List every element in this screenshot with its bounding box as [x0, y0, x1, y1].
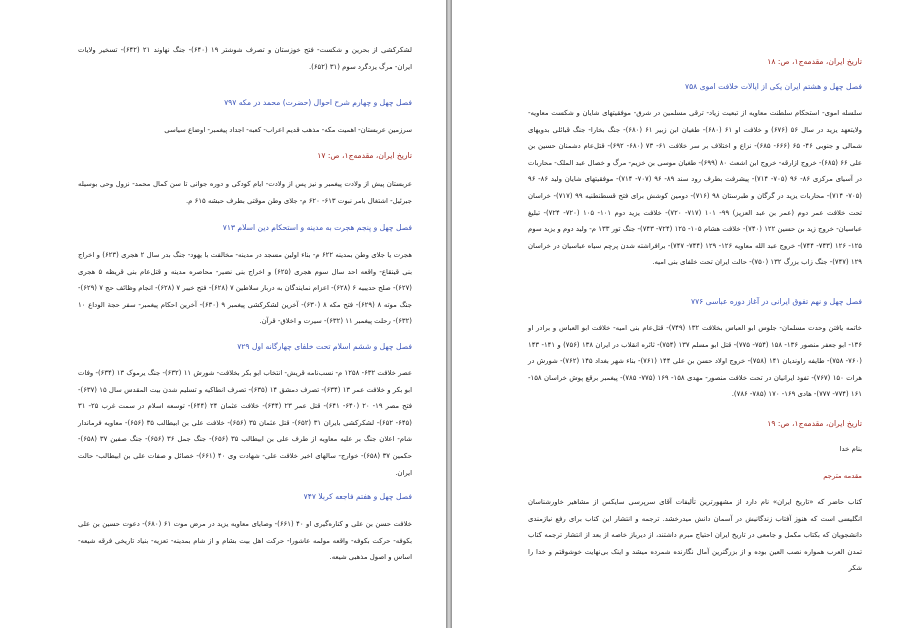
toc-entry-text: سرزمین عربستان- اهمیت مکه- مذهب قدیم اعراب- کعبه- اجداد پیغمبر- اوضاع سیاسی — [164, 126, 412, 134]
preface-text: کتاب حاضر که «تاریخ ایران» نام دارد از مشهورترین تألیفات آقای سرپرسی سایکس از مشاهیر خاورشناسان انگلیسی است که هنوز آفتاب زندگانیش در آسمان دانش میدرخشد. ترجمه و انتشار این کتاب برای رفع نیازمندی دانشجویان که بکتاب مکمل و جامعی در تاریخ ایران احتیاج مبرم داشتند، از دیرباز خاصه از بعد از انتشار ترجمه کتاب تمدن العرب همواره نصب العین بوده و از بزرگترین آمال نگارنده شمرده میشد و اینک بی‌نهایت خوشوقتم و خدا را شکر — [528, 498, 862, 573]
left-page — [0, 0, 446, 628]
page-reference: تاریخ ایران، مقدمه‌ج۱، ص: ۱۸ — [767, 57, 862, 66]
section-heading: مقدمه مترجم — [823, 472, 862, 480]
toc-entry-text: هجرت یا جلای وطن بمدینه ۶۲۲ م- بناء اولین مسجد در مدینه- مخالفت با یهود- جنگ بدر سال ۲ هجری (۶۲۳) و اخراج بنی قینقاع- واقعه احد سال سوم هجری (۶۲۵) و اخراج بنی نضیر- محاصره مدینه و قتل‌عام بنی قریظه ۵ هجری (۶۲۷)- صلح حدیبیه ۶ (۶۲۸)- اعزام نمایندگان به دربار سلاطین ۷ (۶۲۸)- فتح خیبر ۷ (۶۲۸)- انجام وظائف حج ۷ (۶۲۹)- جنگ موته ۸ (۶۲۹)- فتح مکه ۸ (۶۳۰)- آخرین لشکرکشی پیغمبر ۹ (۶۳۰)- آخرین احکام پیغمبر- سفر حجة الوداع ۱۰ (۶۳۲)- رحلت پیغمبر ۱۱ (۶۳۲)- سیرت و اخلاق- قرآن. — [78, 251, 412, 326]
bismillah-text: بنام خدا — [839, 445, 862, 453]
chapter-heading[interactable]: فصل چهل و هشتم ایران یکی از ایالات خلافت اموی ۷۵۸ — [685, 82, 862, 91]
toc-entry-text: خاتمه یافتن وحدت مسلمان- جلوس ابو العباس بخلافت ۱۳۲ (۷۴۹)- قتل‌عام بنی امیه- خلافت ابو العباس و برادر او ۱۳۶- ابو جعفر منصور ۱۳۶- ۱۵۸ (۷۵۴- ۷۷۵)- قتل ابو مسلم ۱۳۷ (۷۵۴)- ثائره انقلاب در ایران ۱۳۸ (۷۵۶) و ۱۴۱- ۱۴۳ (۷۶۰- ۷۵۸)- طایفه راوندیان ۱۴۱ (۷۵۸)- خروج اولاد حسن بن علی ۱۴۴ (۷۶۱)- بناء شهر بغداد ۱۴۵ (۷۶۲)- شورش در هرات ۱۵۰ (۷۶۷)- تفوذ ایرانیان در تحت خلافت منصور- مهدی ۱۵۸- ۱۶۹ (۷۷۵- ۷۸۵)- پیغمبر برقع پوش خراسان ۱۵۸- ۱۶۱ (۷۷۴- ۷۷۷)- هادی ۱۶۹- ۱۷۰ (۷۸۵- ۷۸۶). — [528, 324, 863, 399]
page-reference: تاریخ ایران، مقدمه‌ج۱، ص: ۱۷ — [317, 151, 412, 160]
chapter-heading[interactable]: فصل چهل و نهم تفوق ایرانی در آغاز دوره عباسی ۷۷۶ — [690, 297, 862, 306]
toc-entry-text: لشکرکشی از بحرین و شکست- فتح خوزستان و تصرف شوشتر ۱۹ (۶۴۰)- جنگ نهاوند ۲۱ (۶۴۲)- تسخیر ولایات ایران- مرگ یزدگرد سوم (۳۱ (۶۵۲). — [78, 46, 412, 71]
chapter-heading[interactable]: فصل چهل و هفتم فاجعه کربلا ۷۴۷ — [303, 492, 412, 501]
toc-entry-text: عربستان پیش از ولادت پیغمبر و نیز پس از ولادت- ایام کودکی و دوره جوانی تا سن کمال محمد- نزول وحی بوسیله جبرئیل- اشتغال بامر نبوت ۶۱۳- ۶۲۰ م- جلای وطن موقتی بطرف حبشه ۶۱۵ م. — [78, 180, 412, 205]
toc-entry-text: عصر خلافت ۶۳۲- ۱۲۵۸ م- نسب‌نامه قریش- انتخاب ابو بکر بخلافت- شورش ۱۱ (۶۳۲)- جنگ یرموک ۱۳ (۶۳۴)- وفات ابو بکر و خلافت عمر ۱۳ (۶۳۴)- تصرف دمشق ۱۴ (۶۳۵)- تصرف انطاکیه و تسلیم شدن بیت المقدس سال ۱۵ (۶۳۷)- فتح مصر ۱۹- ۲۰ (۶۴۰- ۶۴۱)- قتل عمر ۲۳ (۶۴۴)- خلافت عثمان ۲۴ (۶۴۴)- توسعه اسلام در سمت غرب ۲۵- ۳۱ (۶۴۵- ۶۵۲)- لشکرکشی بایران ۳۱ (۶۵۲)- قتل عثمان ۳۵ (۶۵۶)- خلافت علی بن ابیطالب ۳۵ (۶۵۶)- معاویه فرماندار شام- اعلان جنگ بر علیه معاویه از طرف علی بن ابیطالب ۳۵ (۶۵۶)- جنگ جمل ۳۶ (۶۵۶)- جنگ صفین ۳۷ (۶۵۸)- حکمین ۳۷ (۶۵۸)- خوارج- سالهای اخیر خلافت علی- شهادت وی ۴۰ (۶۶۱)- خصائل و صفات علی بن ابیطالب- حالت ایران. — [78, 369, 412, 477]
page-reference: تاریخ ایران، مقدمه‌ج۱، ص: ۱۹ — [767, 419, 862, 428]
right-page — [452, 0, 898, 628]
toc-entry-text: خلافت حسن بن علی و کناره‌گیری او ۴۰ (۶۶۱)- وصایای معاویه یزید در مرض موت ۶۱ (۶۸۰)- دعوت حسین بن علی بکوفه- حرکت بکوفه- واقعه مولمه عاشورا- حرکت اهل بیت بشام و از شام بمدینه- تعزیه- بنیاد تاریخی فرقه شیعه- اساس و اصول مذهبی شیعه. — [78, 520, 412, 562]
chapter-heading[interactable]: فصل چهل و ششم اسلام تحت خلفای چهارگانه اول ۷۲۹ — [237, 342, 412, 351]
toc-entry-text: سلسله اموی- استحکام سلطنت معاویه از تبعیت زیاد- ترقی مسلمین در شرق- موفقیتهای شایان و شکست معاویه- ولایتعهد یزید در سال ۵۶ (۶۷۶) و خلافت او ۶۱ (۶۸۰)- طغیان ابن زبیر ۶۱ (۶۸۰)- جنگ بخارا- جنگ قبائلی بدویهای شمالی و جنوبی ۴۶- ۶۵ (۶۶۶- ۶۸۵)- نزاع و اختلاف بر سر خلافت ۶۱- ۷۳ (۶۸۰- ۶۹۲)- قتل‌عام دشمنان حسین بن علی ۶۶ (۶۸۵)- خروج ازارقه- خروج ابن اشعث ۸۰ (۶۹۹)- طغیان موسی بن خزیم- مرگ و خصال عبد الملک- محاربات در آسیای مرکزی ۸۶- ۹۶ (۷۰۵- ۷۱۴)- پیشرفت بطرف رود سند ۸۹- ۹۶ (۷۰۷- ۷۱۴)- موفقیتهای شایان ولید ۸۶- ۹۶ (۷۰۵- ۷۱۴)- محاربات یزید در گرگان و طبرستان ۹۸ (۷۱۶)- دومین کوشش برای فتح قسطنطنیه ۹۹ (۷۱۷)- خراسان تحت خلافت عمر دوم (عمر بن عبد العزیز) ۹۹- ۱۰۱ (۷۱۷- ۷۲۰)- خلافت یزید دوم ۱۰۱- ۱۰۵ (۷۲۰- ۷۲۴)- تبلیغ عباسیان- خروج زید بن حسین ۱۲۲ (۷۴۰)- خلافت هشام ۱۰۵- ۱۲۵ (۷۲۴- ۷۴۳)- جنگ تور ۱۳۳ م- ولید دوم و یزید سوم ۱۲۵- ۱۲۶ (۷۴۳- ۷۴۴)- خروج عبد الله معاویه ۱۲۶- ۱۲۹ (۷۴۴- ۷۴۷)- برافراشته شدن پرچم سیاه عباسیان در خراسان ۱۲۹ (۷۴۷)- جنگ زاب بزرگ ۱۳۲ (۷۵۰)- حالت ایران تحت خلفای بنی امیه. — [528, 109, 862, 267]
chapter-heading[interactable]: فصل چهل و پنجم هجرت به مدینه و استحکام دین اسلام ۷۱۳ — [222, 223, 412, 232]
chapter-heading[interactable]: فصل چهل و چهارم شرح احوال (حضرت) محمد در مکه ۷۹۷ — [224, 98, 412, 107]
